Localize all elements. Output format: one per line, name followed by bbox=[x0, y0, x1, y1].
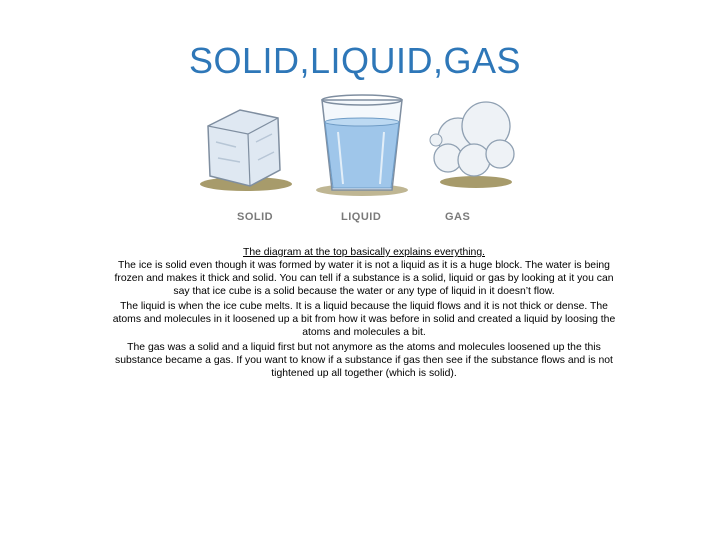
body-text bbox=[112, 246, 616, 382]
ice-cube-image bbox=[200, 110, 292, 191]
water-glass-image bbox=[316, 95, 408, 196]
paragraph-gas: The gas was a solid and a liquid first but not anymore as the atoms and molecules loosened up the this substance became a gas. If you want to know if a substance if gas then see if the substance flows and is not tightened up all together (which is solid). bbox=[115, 342, 613, 379]
figure-label-liquid: LIQUID bbox=[341, 211, 382, 223]
paragraph-solid: The ice is solid even though it was formed by water it is not a liquid as it is a huge block. The water is being frozen and makes it thick and solid. You can tell if a substance is a solid, liquid or gas by looking at it you can say that ice cube is a solid because the water or any type of liquid in it doesn’t flow. bbox=[114, 260, 614, 297]
slide-title: SOLID,LIQUID,GAS bbox=[188, 40, 522, 81]
gas-puff-image bbox=[430, 102, 514, 188]
paragraph-liquid: The liquid is when the ice cube melts. It is a liquid because the liquid flows and it is not thick or dense. The atoms and molecules in it loosened up a bit from how it was before in solid and created a liquid by loosing the atoms and molecules a bit. bbox=[112, 301, 616, 338]
figure-label-solid: SOLID bbox=[237, 211, 274, 223]
body-heading: The diagram at the top basically explains everything. bbox=[242, 247, 485, 258]
figure-label-gas: GAS bbox=[445, 211, 471, 223]
